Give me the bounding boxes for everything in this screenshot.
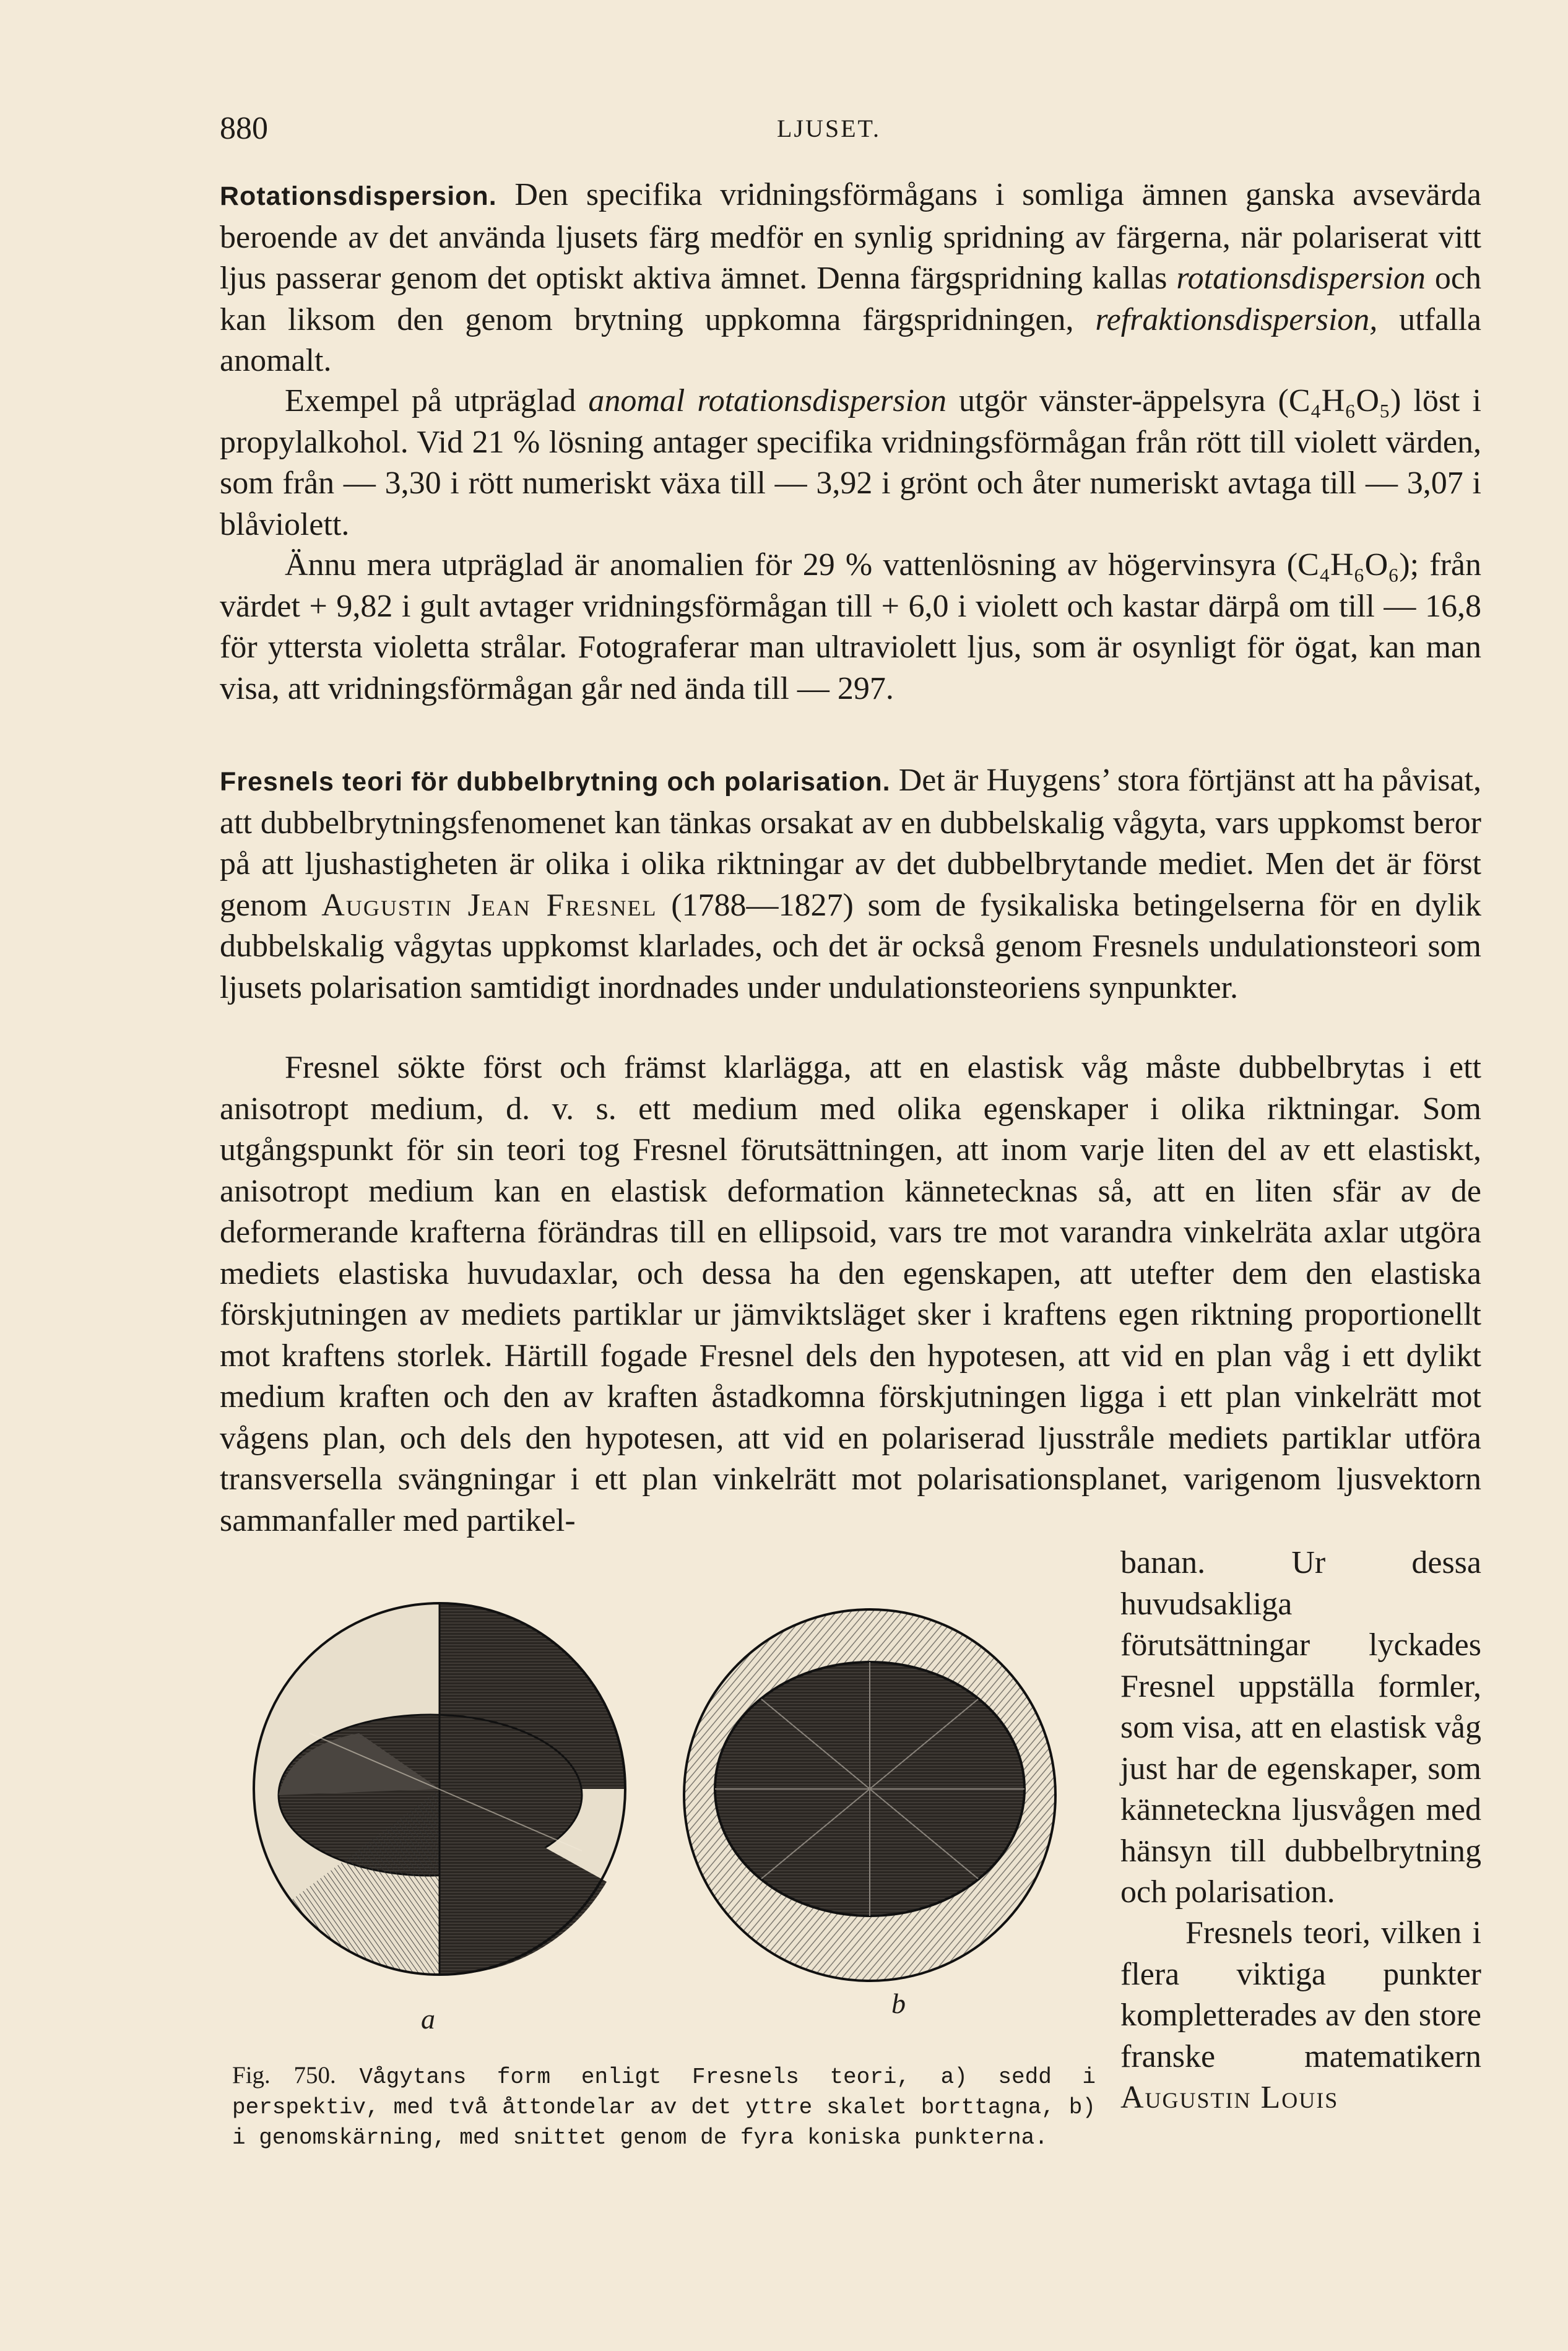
paragraph-fresnel-intro: Fresnels teori för dubbelbrytning och polarisation. Det är Huygens’ stora förtjänst att ha påvisat, att dubbelbrytningsfenomenet kan tänkas orsakat av en dubbelskalig vågyta, vars uppkomst beror på att ljushastigheten är olika i olika riktningar av det dubbelbrytande mediet. Men det är först genom Augustin Jean Fresnel (1788—1827) som de fysikaliska betingelserna för en dylik dubbelskalig vågytas uppkomst klarlades, och det är också genom Fresnels undulationsteori som ljusets polarisation samtidigt inordnades under undulationsteoriens synpunkter. xyxy=(220,763,1481,1005)
figure-label-a: a xyxy=(421,2003,435,2035)
figure-caption: Fig. 750. Vågytans form enligt Fresnels teori, a) sedd i perspektiv, med två åttondelar av det yttre skalet borttagna, b) i genomskärning, med snittet genom de fyra koniska punkterna. xyxy=(232,2062,1096,2150)
page-header xyxy=(220,110,1438,154)
paragraph-rotationsdispersion: Rotationsdispersion. Den specifika vridningsförmågans i somliga ämnen ganska avsevärda beroende av det använda ljusets färg medför en synlig spridning av färgerna, när polariserat vitt ljus passerar genom det optiskt aktiva ämnet. Denna färgspridning kallas rotationsdispersion och kan liksom den genom brytning uppkomna färgspridningen, refraktionsdispersion, utfalla anomalt. xyxy=(220,177,1481,378)
paragraph-fresnel-continued: banan. Ur dessa huvudsakliga förutsättningar lyckades Fresnel uppställa formler, som visa, att en elastisk våg just har de egenskaper, som känneteckna ljusvågen med hänsyn till dubbelbrytning och polarisation. xyxy=(1120,1545,1481,1910)
figure-label-b: b xyxy=(891,1988,906,2019)
paragraph-anomal-example: Exempel på utpräglad anomal rotationsdispersion utgör vänster-äppelsyra (C₄H₆O₅) löst i propylalkohol. Vid 21 % lösning antager specifika vridningsförmågan från rött till violett värden, som från — 3,30 i rött numeriskt växa till — 3,92 i grönt och åter numeriskt avtaga till — 3,07 i blåviolett. xyxy=(220,383,1481,542)
figure-750 xyxy=(235,1591,1089,2061)
sphere-a xyxy=(254,1603,625,1975)
running-title: LJUSET. xyxy=(776,115,881,142)
paragraph-hogervinsyra: Ännu mera utpräglad är anomalien för 29 % vattenlösning av högervinsyra (C₄H₆O₆); från värdet + 9,82 i gult avtager vridningsförmågan till + 6,0 i violett och kastar därpå om till — 16,8 för yttersta violetta strålar. Fotograferar man ultraviolett ljus, som är osynligt för ögat, kan man visa, att vridningsförmågan går ned ända till — 297. xyxy=(220,547,1481,706)
sphere-b xyxy=(684,1609,1055,1981)
paragraph-fresnel-theory: Fresnel sökte först och främst klarlägga, att en elastisk våg måste dubbelbrytas i ett anisotropt medium, d. v. s. ett medium med olika egenskaper i olika riktningar. Som utgångspunkt för sin teori tog Fresnel förutsättningen, att inom varje liten del av ett elastiskt, anisotropt medium kan en elastisk deformation kännetecknas så, att en liten sfär av de deformerande krafterna förändras till en ellipsoid, vars tre mot varandra vinkelräta axlar utgöra mediets elastiska huvudaxlar, och dessa ha den egenskapen, att utefter dem den elastiska förskjutningen av mediets partiklar ur jämviktsläget sker i kraftens egen riktning proportionellt mot kraftens storlek. Härtill fogade Fresnel dels den hypotesen, att vid en plan våg i ett dylikt medium kraften och den av kraften åstadkomna förskjutningen ligga i ett plan vinkelrätt mot vågens plan, och dels den hypotesen, att vid en polariserad ljusstråle mediets partiklar utföra transversella svängningar i ett plan vinkelrätt mot polarisationsplanet, varigenom ljusvektorn sammanfaller med partikel- xyxy=(220,1050,1481,1538)
section-heading-fresnel: Fresnels teori för dubbelbrytning och polarisation. xyxy=(220,767,891,797)
wave-surface-illustration xyxy=(235,1591,1089,2061)
section-heading-rotationsdispersion: Rotationsdispersion. xyxy=(220,181,497,211)
paragraph-fresnel-completion: Fresnels teori, vilken i flera viktiga punkter kompletterades av den store franske matematikern Augustin Louis xyxy=(1120,1915,1481,2115)
page-number: 880 xyxy=(220,111,268,146)
